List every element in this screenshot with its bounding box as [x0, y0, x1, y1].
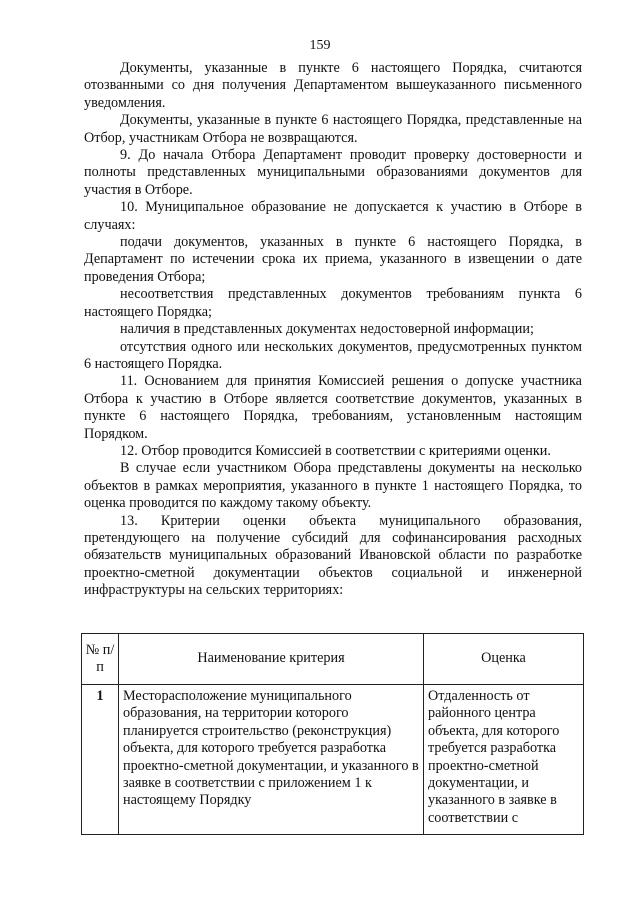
paragraph: Документы, указанные в пункте 6 настоящего Порядка, считаются отозванными со дня получения Департаментом вышеуказанного письменного уведомления.: [84, 60, 582, 111]
header-evaluation: Оценка: [424, 634, 584, 685]
row-criterion: Месторасположение муниципального образования, на территории которого планируется строительство (реконструкция) объекта, для которого требуется разработка проектно-сметной документации, и указанного в заявке в соответствии с приложением 1 к настоящему Порядку: [119, 685, 424, 835]
document-body: [84, 60, 582, 600]
paragraph: В случае если участником Обора представлены документы на несколько объектов в рамках мероприятия, указанного в пункте 1 настоящего Порядка, то оценка проводится по каждому такому объекту.: [84, 460, 582, 512]
paragraph: Документы, указанные в пункте 6 настоящего Порядка, представленные на Отбор, участникам Отбора не возвращаются.: [84, 112, 582, 146]
page-number: 159: [309, 38, 331, 53]
header-number: № п/п: [82, 634, 119, 685]
paragraph: подачи документов, указанных в пункте 6 настоящего Порядка, в Департамент по истечении срока их приема, указанного в извещении о дате проведения Отбора;: [84, 234, 582, 285]
paragraph: несоответствия представленных документов требованиям пункта 6 настоящего Порядка;: [84, 286, 582, 320]
criteria-table: [81, 633, 584, 835]
paragraph: отсутствия одного или нескольких документов, предусмотренных пунктом 6 настоящего Порядка.: [84, 338, 582, 372]
row-evaluation: Отдаленность от районного центра объекта, для которого требуется разработка проектно-сметной документации, и указанного в заявке в соответствии с: [424, 685, 584, 835]
header-criterion: Наименование критерия: [119, 634, 424, 685]
paragraph: 9. До начала Отбора Департамент проводит проверку достоверности и полноты представленных муниципальными образованиями документов для участия в Отборе.: [84, 147, 582, 198]
table-header-row: [82, 634, 584, 685]
row-number: 1: [82, 685, 119, 835]
paragraph: 13. Критерии оценки объекта муниципального образования, претендующего на получение субсидий для софинансирования расходных обязательств муниципальных образований Ивановской области по разработке проектно-сметной документации объектов социальной и инженерной инфраструктуры на сельских территориях:: [84, 512, 582, 599]
paragraph: 10. Муниципальное образование не допускается к участию в Отборе в случаях:: [84, 199, 582, 233]
paragraph: наличия в представленных документах недостоверной информации;: [120, 321, 534, 338]
table-row: [82, 685, 584, 835]
paragraph: 11. Основанием для принятия Комиссией решения о допуске участника Отбора к участию в Отборе является соответствие документов, указанных в пункте 6 настоящего Порядка, требованиям, установленным настоящим Порядком.: [84, 373, 582, 442]
paragraph: 12. Отбор проводится Комиссией в соответствии с критериями оценки.: [120, 442, 551, 459]
